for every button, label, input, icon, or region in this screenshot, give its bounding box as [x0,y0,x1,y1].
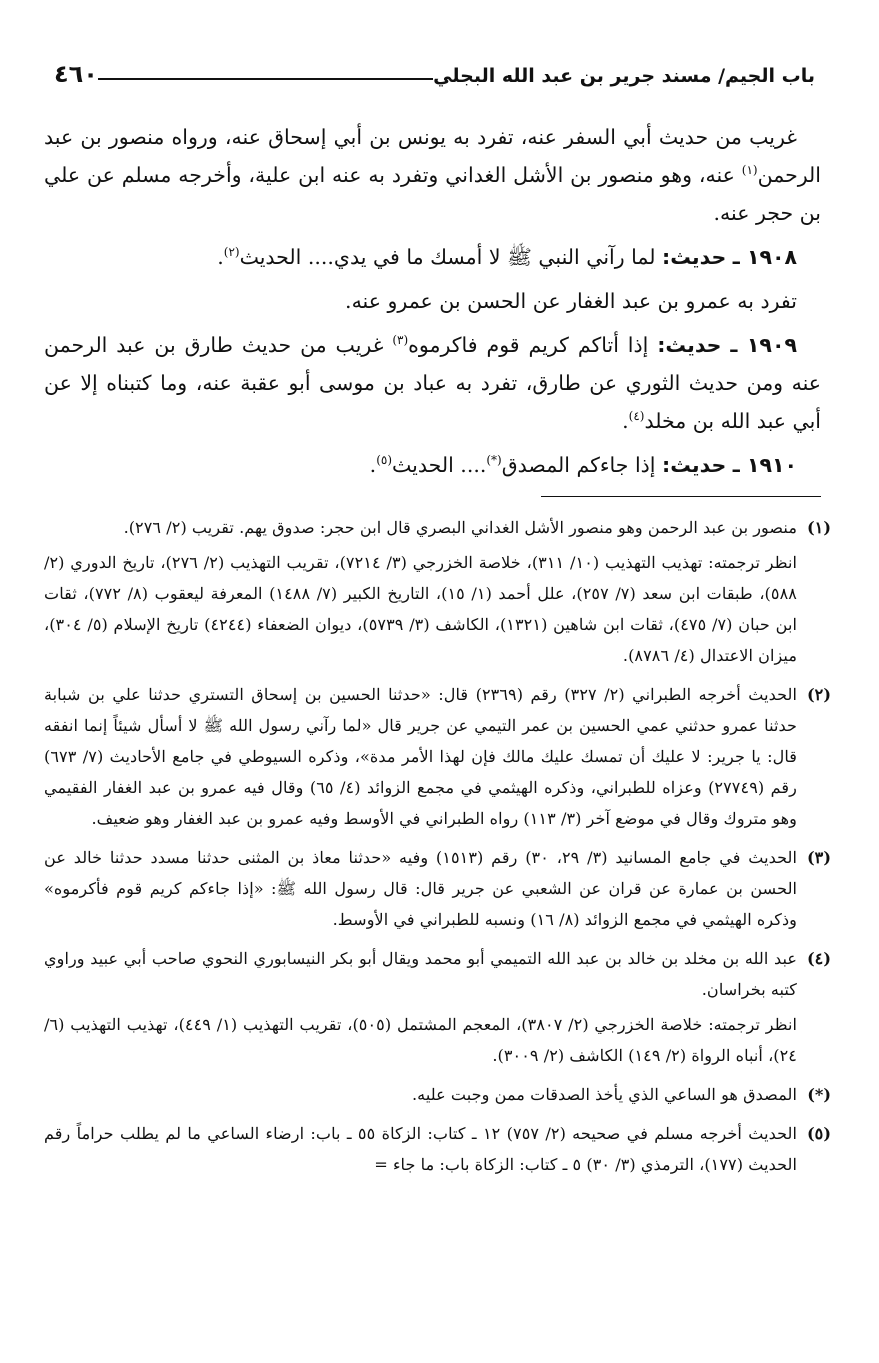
hadith-1908 [44,238,821,276]
footnotes [44,512,831,1188]
hadith-number: ١٩١٠ ـ [732,453,797,477]
footnote-mark: (٣) [806,848,831,867]
footnote-ref: (٥) [376,453,393,468]
footnote-body [44,1079,797,1114]
footnote-1 [44,512,831,675]
hadith-text: إذا جاءكم المصدق [501,453,663,477]
hadith-text: لما رآني النبي ﷺ لا أمسك ما في يدي.... الحديث [239,245,663,269]
footnote-mark: (٢) [806,685,831,704]
footnote-mark: (١) [806,518,831,537]
footnote-body [44,679,797,838]
hadith-end: . [622,409,629,433]
footnote-ref: (٣) [392,333,409,348]
footnote-text: عبد الله بن مخلد بن خالد بن عبد الله التميمي أبو محمد ويقال أبو بكر النيسابوري النحوي صاحب أبي عبيد وراوي كتبه بخراسان. [44,949,797,999]
footnote-text: انظر ترجمته: خلاصة الخزرجي (٢/ ٣٨٠٧)، المعجم المشتمل (٥٠٥)، تقريب التهذيب (١/ ٤٤٩)، تهذيب التهذيب (٦/ ٢٤)، أنباه الرواة (٢/ ١٤٩) الكاشف (٢/ ٣٠٠٩). [44,1015,797,1065]
paragraph [44,282,821,320]
footnote-text: منصور بن عبد الرحمن وهو منصور الأشل الغداني البصري قال ابن حجر: صدوق يهم. تقريب (٢/ ٢٧٦). [123,518,797,537]
footnote-text: انظر ترجمته: تهذيب التهذيب (١٠/ ٣١١)، خلاصة الخزرجي (٣/ ٧٢١٤)، تقريب التهذيب (٢/ ٢٧٦)، تاريخ الدوري (٢/ ٥٨٨)، طبقات ابن سعد (٧/ ٢٥٧)، علل أحمد (١/ ١٥)، التاريخ الكبير (٧/ ١٤٨٨) المعرفة ليعقوب (٨/ ٧٧٢)، ثقات ابن حبان (٧/ ٤٧٥)، ثقات ابن شاهين (١٣٢١)، الكاشف (٣/ ٥٧٣٩)، ديوان الضعفاء (٤٢٤٤) تاريخ الإسلام (٥/ ٣٠٤)، ميزان الاعتدال (٤/ ٨٧٨٦). [44,553,798,665]
footnote-star [44,1079,831,1114]
footnote-ref: (٢) [223,245,240,260]
footnote-body [44,1118,797,1184]
footnote-mark: (٤) [806,949,831,968]
hadith-end: . [369,453,377,477]
hadith-text: إذا أتاكم كريم قوم فاكرموه [408,333,658,357]
footnote-body [44,943,797,1075]
footnote-4 [44,943,831,1075]
hadith-text: .... الحديث [392,453,487,477]
hadith-number: ١٩٠٩ ـ [730,333,797,357]
footnote-separator [541,496,821,497]
paragraph [44,118,821,232]
paragraph-text: غريب من حديث أبي السفر عنه، تفرد به يونس بن أبي إسحاق عنه، ورواه منصور بن عبد الرحمن [44,125,821,187]
hadith-number: ١٩٠٨ ـ [732,245,797,269]
footnote-text: الحديث أخرجه مسلم في صحيحه (٢/ ٧٥٧) ١٢ ـ كتاب: الزكاة ٥٥ ـ باب: ارضاء الساعي ما لم يطلب حراماً رقم الحديث (١٧٧)، الترمذي (٣/ ٣٠) ٥ ـ كتاب: الزكاة باب: ما جاء = [44,1124,797,1174]
footnote-ref: (*) [486,453,502,468]
footnote-2 [44,679,831,838]
hadith-1910 [44,446,821,484]
footnote-ref: (١) [741,163,758,178]
hadith-text: غريب من حديث طارق بن عبد الرحمن عنه ومن حديث الثوري عن طارق، تفرد به عباد بن موسى أبو عقبة عنه، وما كتبناه إلا عن أبي عبد الله بن مخلد [44,333,821,433]
footnote-mark: (٥) [806,1124,831,1143]
page-number: ٤٦٠ [54,60,98,88]
footnote-mark: (*) [807,1085,831,1104]
page-header [40,52,827,86]
footnote-text: الحديث في جامع المسانيد (٣/ ٢٩، ٣٠) رقم (١٥١٣) وفيه «حدثنا معاذ بن المثنى حدثنا مسدد حدثنا خالد عن الحسن بن عمارة عن قران عن الشعبي عن جرير قال: قال رسول الله ﷺ: «إذا جاءكم كريم قوم فأكرموه» وذكره الهيثمي في مجمع الزوائد (٨/ ١٦) ونسبه للطبراني في الأوسط. [44,848,797,929]
hadith-keyword: حديث: [662,245,727,269]
hadith-end: . [217,245,224,269]
hadith-1909 [44,326,821,440]
footnote-text: المصدق هو الساعي الذي يأخذ الصدقات ممن وجبت عليه. [412,1085,797,1104]
hadith-keyword: حديث: [662,453,727,477]
running-head: باب الجيم/ مسند جرير بن عبد الله البجلي [433,65,815,87]
header-rule [98,78,433,80]
footnote-ref: (٤) [628,409,645,424]
main-text [44,118,821,490]
paragraph-text: تفرد به عمرو بن عبد الغفار عن الحسن بن عمرو عنه. [345,289,797,313]
footnote-text: الحديث أخرجه الطبراني (٢/ ٣٢٧) رقم (٢٣٦٩) قال: «حدثنا الحسين بن إسحاق التستري حدثنا علي بن شبابة حدثنا عمرو حدثني عمي الحسين بن عمر التيمي عن جرير قال «لما رآني رسول الله ﷺ لا أسأل شيئاً إنما انفقه قال: يا جرير: لا عليك أن تمسك عليك مالك فإن لهذا الأمر مدة»، وذكره السيوطي في جامع الأحاديث (٧/ ٦٧٣) رقم (٢٧٧٤٩) وعزاه للطبراني، وذكره الهيثمي في مجمع الزوائد (٤/ ٦٥) وقال فيه عمرو بن عبد الغفار الفقيمي وهو متروك وقال في موضع آخر (٣/ ١١٣) رواه الطبراني في الأوسط وفيه عمرو بن عبد الغفار وهو ضعيف. [44,685,797,828]
footnote-5 [44,1118,831,1184]
hadith-keyword: حديث: [657,333,722,357]
paragraph-text: عنه، وهو منصور بن الأشل الغداني وتفرد به عنه ابن علية، وأخرجه مسلم عن علي بن حجر عنه. [44,163,821,225]
footnote-3 [44,842,831,939]
footnote-body [44,512,797,675]
footnote-body [44,842,797,939]
